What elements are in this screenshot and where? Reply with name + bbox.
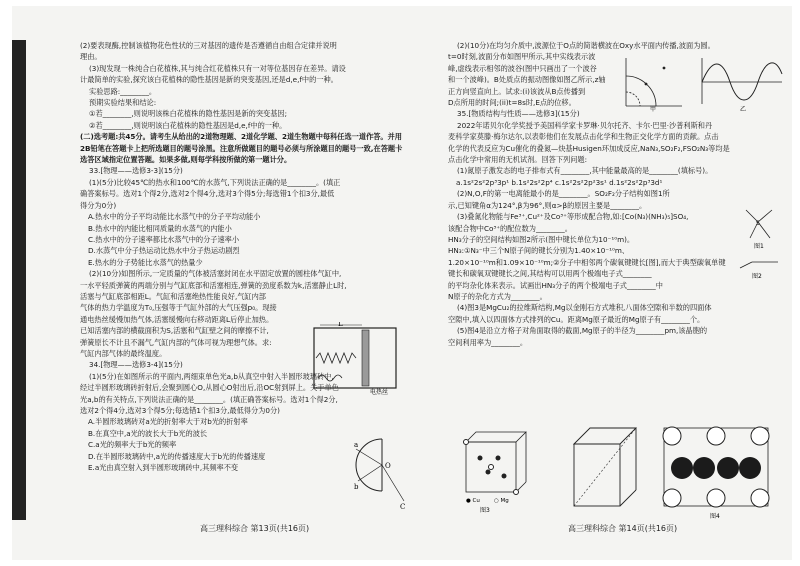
text-line: 麦科学家莫滕·梅尔达尔,以表彰他们在发展点击化学和生物正交化学方面的贡献。点击 xyxy=(448,132,719,142)
text-line: (5)图4是沿立方格子对角面取得的截面,Mg原子的半径为________pm,该晶胞的 xyxy=(457,326,708,336)
text-line: 气体的热力学温度为T₀,压强等于气缸外部的大气压强p₀。现接 xyxy=(80,303,277,313)
cylinder-figure xyxy=(310,322,402,398)
text-line: (2)N,O,F的第一电离能最小的是________。SO₂F₂分子结构如图1所 xyxy=(457,189,670,199)
option: C.a光的频率大于b光的频率 xyxy=(88,440,177,450)
option: C.热水中的分子速率都比水蒸气中的分子速率小 xyxy=(88,234,240,244)
figure-caption: 甲 xyxy=(650,106,657,112)
text-line: (3)现发现一株纯合白花植株,其与纯合红花植株只有一对等位基因存在差异。请设 xyxy=(89,63,346,73)
text-line: 的平均杂化体来表示。试画出HN₃分子的两个极端电子式________中 xyxy=(448,280,663,290)
crystal-figure-3 xyxy=(458,428,528,514)
text-line: 弹簧原长不计且不漏气,气缸内部的气体可视为理想气体。求: xyxy=(80,337,272,347)
figure-caption: 图2 xyxy=(752,273,762,280)
text-line: N原子的杂化方式为________。 xyxy=(448,291,547,301)
text-line: 示,已知键角α为124°,β为96°,则α>β的原因主要是________。 xyxy=(448,200,647,210)
ray-a-label: a xyxy=(354,441,359,449)
option: A.热水中的分子平均动能比水蒸气中的分子平均动能小 xyxy=(88,212,261,222)
text-line: (1)(5分)在如图所示的平面内,两细束单色光a,b从真空中射入半圆形玻璃砖中, xyxy=(89,371,334,381)
text-line: 经过半圆形玻璃砖折射后,会聚到圆心O,从圆心O射出后,沿OC射到屏上。关于单色 xyxy=(80,383,339,393)
option: a.1s²2s²2p³3p¹ b.1s²2s²2p⁴ c.1s²2s²2p²3s¹ d.1s²2s²2p³3d¹ xyxy=(456,177,663,187)
text-line: 峰,虚线表示相邻的波谷(图中只画出了一个波谷 xyxy=(448,63,597,73)
ray-b-label: b xyxy=(354,483,359,491)
text-line: t=0时刻,波面分布如图甲所示,其中实线表示波 xyxy=(448,52,596,62)
option: D.水蒸气中分子热运动比热水中分子热运动剧烈 xyxy=(88,246,240,256)
text-line: HN₃:①N₃⁻中三个N原子间的键长分别为1.40×10⁻¹⁰m、 xyxy=(448,246,630,256)
text-line: 计最简单的实验,探究该白花植株的隐性基因是新的突变基因,还是d,e,f中的一种。 xyxy=(80,75,338,85)
text-line: (2)(10分)在均匀介质中,波源位于O点的简谐横波在Oxy水平面内传播,波面为圆。 xyxy=(457,41,715,50)
text-line: 光a,b的有关特点,下列说法正确的是________。(填正确答案标号。选对1个得2分, xyxy=(80,394,338,404)
text-line: 1.20×10⁻¹⁰m和1.09×10⁻¹⁰m;②分子中相邻两个碳氧键键长[图],而大于典型碳氧单键 xyxy=(448,257,726,267)
option: B.在真空中,a光的波长大于b光的波长 xyxy=(88,428,208,438)
legend-mg: ○ Mg xyxy=(494,498,509,504)
wave-figure-yi xyxy=(696,54,786,112)
question-heading: 33.[物理——选修3-3](15分) xyxy=(89,166,183,176)
text-line: 该配合物中Co³⁺的配位数为________。 xyxy=(448,223,572,233)
text-line: HN₃分子的空间结构如图2所示(图中键长单位为10⁻¹⁰m)。 xyxy=(448,234,635,244)
text-line: 选对2个得4分,选对3个得5分;每选错1个扣3分,最低得分为0分) xyxy=(80,406,280,415)
text-line: (2)(10分)如图所示,一定质量的气体被活塞封闭在水平固定放置的圆柱体气缸中, xyxy=(89,269,342,279)
wire-label: 电热丝 xyxy=(370,389,389,396)
svg-text:S: S xyxy=(756,220,760,227)
text-line: 正方向竖直向上。试求:(i)该波从B点传播到 xyxy=(448,86,586,96)
text-line: 通电热丝缓慢加热气体,活塞缓慢向右移动距离L后停止加热。 xyxy=(80,314,274,324)
text-line: 预期实验结果和结论: xyxy=(89,98,157,108)
binding-edge xyxy=(12,40,26,520)
text-line: 2022年诺贝尔化学奖授予美国科学家卡罗琳·贝尔托齐、卡尔·巴里·沙普利斯和丹 xyxy=(457,120,713,130)
page-footer: 高三理科综合 第13页(共16页) xyxy=(200,523,310,533)
text-line: 已知活塞内部的横截面积为S,活塞和气缸壁之间的摩擦不计, xyxy=(80,326,269,336)
figure-caption: 乙 xyxy=(740,106,747,112)
question-heading: 34.[物理——选修3-4](15分) xyxy=(89,360,183,370)
text-line: 和一个波峰)。B处质点的振动图像如图乙所示,z轴 xyxy=(448,75,606,85)
text-line: 活塞与气缸底部相距L。气缸和活塞绝热性能良好,气缸内部 xyxy=(80,291,266,301)
molecule-figure-2 xyxy=(734,254,786,280)
text-line: 理由。 xyxy=(80,52,102,62)
figure-caption: 图3 xyxy=(480,507,490,514)
text-line: (3)叠氮化物能与Fe³⁺,Cu²⁺及Co³⁺等形成配合物,如:[Co(N₃)(NH₃)₅]SO₄, xyxy=(457,212,689,222)
page-13 xyxy=(80,40,410,538)
figure-caption: 图4 xyxy=(710,513,720,520)
semicircle-figure xyxy=(352,435,410,511)
length-label: L xyxy=(338,322,343,328)
text-line: 化学的代表反应为Cu催化的叠氮—炔基Husigen环加成反应,NaN₃,SO₂F₂,FSO₂N₃等均是 xyxy=(448,143,730,153)
text-line: 点击化学中常用的无机试剂。回答下列问题: xyxy=(448,155,587,165)
option: D.在半圆形玻璃砖中,a光的传播速度大于b光的传播速度 xyxy=(88,451,266,461)
text-line: (1)氮原子激发态的电子排布式有________,其中能量最高的是________(填标号)。 xyxy=(457,166,713,176)
text-line: (1)(5分)比较45℃的热水和100℃的水蒸气,下列说法正确的是________。(填正 xyxy=(89,177,341,187)
option: A.半圆形玻璃砖对a光的折射率大于对b光的折射率 xyxy=(88,417,248,427)
text-line: D点所用的时间;(ii)t=8s时,E点的位移。 xyxy=(448,98,576,108)
text-line: ②若________,则说明该白花植株的隐性基因是d,e,f中的一种。 xyxy=(89,120,287,130)
question-heading: 35.[物质结构与性质——选修3](15分) xyxy=(457,109,580,119)
text-line: 键长和碳氧双键键长之间,其结构可以用两个极端电子式________ xyxy=(448,269,652,279)
page-14 xyxy=(448,40,790,538)
text-line: 空隙中,填入以四面体方式排列的Cu。距离Mg原子最近的Mg原子有________个。 xyxy=(448,314,705,324)
text-line: 气缸内部气体的最终温度。 xyxy=(80,348,167,358)
point-c-label: C xyxy=(400,503,406,511)
text-line: (2)要表现酶,控制该植物花色性状的三对基因的遗传是否遵循自由组合定律并说明 xyxy=(80,41,337,50)
cube-figure xyxy=(568,420,638,516)
section-heading: (二)选考题:共45分。请考生从给出的2道物理题、2道化学题、2道生物题中每科任选一道作答。并用2B铅笔在答题卡上把所选题目的题号涂黑。注意所做题目的题号必须与所涂题目的题号一致,在答题卡选答区域指定位置答题。如果多做,则每学科按所做的第一题计分。 xyxy=(80,132,403,165)
text-line: (4)图3是MgCu₂的拉维斯结构,Mg以金刚石方式堆积,八面体空隙和半数的四面体 xyxy=(457,303,712,313)
text-line: 确答案标号。选对1个得2分,选对2个得4分,选对3个得5分;每选错1个扣3分,最低 xyxy=(80,189,335,199)
crystal-figure-4 xyxy=(658,424,774,520)
legend-cu: ● Cu xyxy=(466,498,480,504)
text-line: 一水平轻质弹簧的两端分别与气缸底部和活塞相连,弹簧的劲度系数为k,活塞静止L时, xyxy=(80,280,347,290)
text-line: ①若________,则说明该株白花植株的隐性基因是新的突变基因; xyxy=(89,109,288,119)
option: B.热水中的内能比相同质量的水蒸气的内能小 xyxy=(88,223,232,233)
page-footer: 高三理科综合 第14页(共16页) xyxy=(568,523,678,533)
option: E.热水的分子势能比水蒸气的热量少 xyxy=(88,257,203,267)
text-line: 实验思路:________。 xyxy=(89,86,157,96)
text-line: 空间利用率为________。 xyxy=(448,337,528,347)
wave-figure-jia xyxy=(620,54,688,112)
option: E.a光由真空射入到半圆形玻璃砖中,其频率不变 xyxy=(88,463,239,473)
molecule-figure-1 xyxy=(738,200,786,250)
figure-caption: 图1 xyxy=(754,243,764,250)
origin-label: O xyxy=(385,462,391,470)
text-line: 得分为0分) xyxy=(80,200,117,210)
